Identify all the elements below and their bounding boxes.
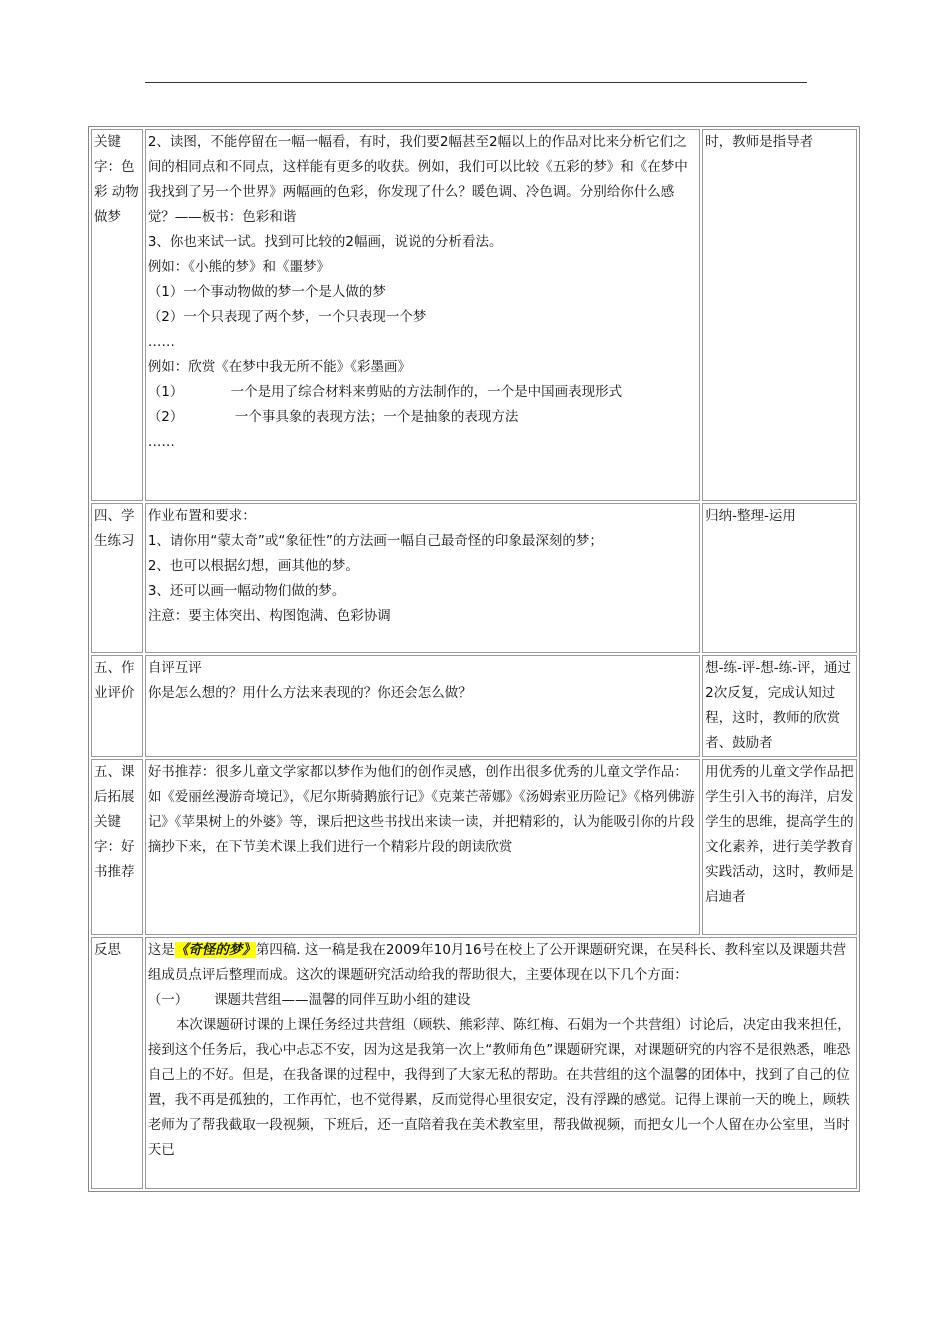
- section-heading: （一） 课题共营组——温馨的同伴互助小组的建设: [147, 992, 471, 1008]
- content-line: 你是怎么想的？用什么方法来表现的？你还会怎么做？: [147, 685, 472, 701]
- content-line: ……: [147, 334, 175, 350]
- content-line: （2） 一个事具象的表现方法；一个是抽象的表现方法: [147, 409, 519, 425]
- row-label: 关键字：色彩 动物做梦: [91, 129, 143, 501]
- content-line: 注意：要主体突出、构图饱满、色彩协调: [147, 608, 391, 624]
- intro-suffix: 第四稿. 这一稿是我在2009年10月16号在校上了公开课题研究课，在吴科长、教科室以及课题共营组成员点评后整理而成。这次的课题研究活动给我的帮助很大，主要体现在以下几个方面：: [147, 942, 847, 983]
- row-note: 用优秀的儿童文学作品把学生引入书的海洋，启发学生的思维，提高学生的文化素养，进行美学教育实践活动，这时，教师是启迪者: [702, 759, 857, 935]
- content-line: 3、还可以画一幅动物们做的梦。: [147, 583, 346, 599]
- table-row: [91, 503, 857, 653]
- reflection-content: [145, 937, 857, 1189]
- content-line: 自评互评: [147, 660, 202, 676]
- reflection-intro: [148, 938, 854, 988]
- table-row: [91, 937, 857, 1189]
- content-line: （2）一个只表现了两个梦，一个只表现一个梦: [147, 309, 427, 325]
- content-line: 好书推荐：很多儿童文学家都以梦作为他们的创作灵感，创作出很多优秀的儿童文学作品：如《爱丽丝漫游奇境记》，《尼尔斯骑鹅旅行记》《克莱芒蒂娜》《汤姆索亚历险记》《格列佛游记》《苹果树上的外婆》等，课后把这些书找出来读一读，并把精彩的，认为能吸引你的片段摘抄下来，在下节美术课上我们进行一个精彩片段的朗读欣赏: [147, 764, 695, 855]
- row-note: 归纳-整理-运用: [702, 503, 857, 653]
- content-line: 1、请你用“蒙太奇”或“象征性”的方法画一幅自己最奇怪的印象最深刻的梦；: [147, 533, 603, 549]
- content-line: 例如：《小熊的梦》和《噩梦》: [147, 259, 331, 275]
- content-line: 作业布置和要求：: [147, 508, 256, 524]
- row-content: [145, 655, 700, 757]
- row-label: 五、作业评价: [91, 655, 143, 757]
- table-row: [91, 759, 857, 935]
- content-line: ……: [147, 434, 175, 450]
- reflection-paragraph: 本次课题研讨课的上课任务经过共营组（顾轶、熊彩萍、陈红梅、石娟为一个共营组）讨论后，决定由我来担任，接到这个任务后，我心中忐忑不安，因为这是我第一次上“教师角色”课题研究课，对课题研究的内容不是很熟悉，唯恐自己上的不好。但是，在我备课的过程中，我得到了大家无私的帮助。在共营组的这个温馨的团体中，找到了自己的位置，我不再是孤独的，工作再忙，也不觉得累，反而觉得心里很安定，没有浮躁的感觉。记得上课前一天的晚上，顾轶老师为了帮我截取一段视频，下班后，还一直陪着我在美术教室里，帮我做视频，而把女儿一个人留在办公室里，当时天已: [147, 1017, 851, 1158]
- intro-prefix: 这是: [147, 942, 175, 958]
- row-label: 五、课后拓展关键字：好书推荐: [91, 759, 143, 935]
- header-rule: [145, 82, 807, 83]
- row-content: [145, 129, 700, 501]
- highlighted-title: 《奇怪的梦》: [174, 942, 256, 958]
- row-note: 时，教师是指导者: [702, 129, 857, 501]
- reflection-label: 反思: [91, 937, 143, 1189]
- row-content: [145, 759, 700, 935]
- content-line: （1）一个事动物做的梦一个是人做的梦: [147, 284, 386, 300]
- table-row: [91, 655, 857, 757]
- row-note: 想-练-评-想-练-评，通过2次反复，完成认知过程，这时，教师的欣赏者、鼓励者: [702, 655, 857, 757]
- lesson-plan-table: [88, 126, 860, 1192]
- content-line: 3、你也来试一试。找到可比较的2幅画，说说的分析看法。: [147, 234, 503, 250]
- content-line: 2、也可以根据幻想，画其他的梦。: [147, 558, 359, 574]
- content-line: 例如：欣赏《在梦中我无所不能》《彩墨画》: [147, 359, 412, 375]
- content-line: （1） 一个是用了综合材料来剪贴的方法制作的，一个是中国画表现形式: [147, 384, 623, 400]
- row-content: [145, 503, 700, 653]
- row-label: 四、学生练习: [91, 503, 143, 653]
- content-line: 2、读图，不能停留在一幅一幅看，有时，我们要2幅甚至2幅以上的作品对比来分析它们之间的相同点和不同点，这样能有更多的收获。例如，我们可以比较《五彩的梦》和《在梦中我找到了另一个世界》两幅画的色彩，你发现了什么？暖色调、冷色调。分别给你什么感觉？——板书：色彩和谐: [147, 134, 688, 225]
- table-row: [91, 129, 857, 501]
